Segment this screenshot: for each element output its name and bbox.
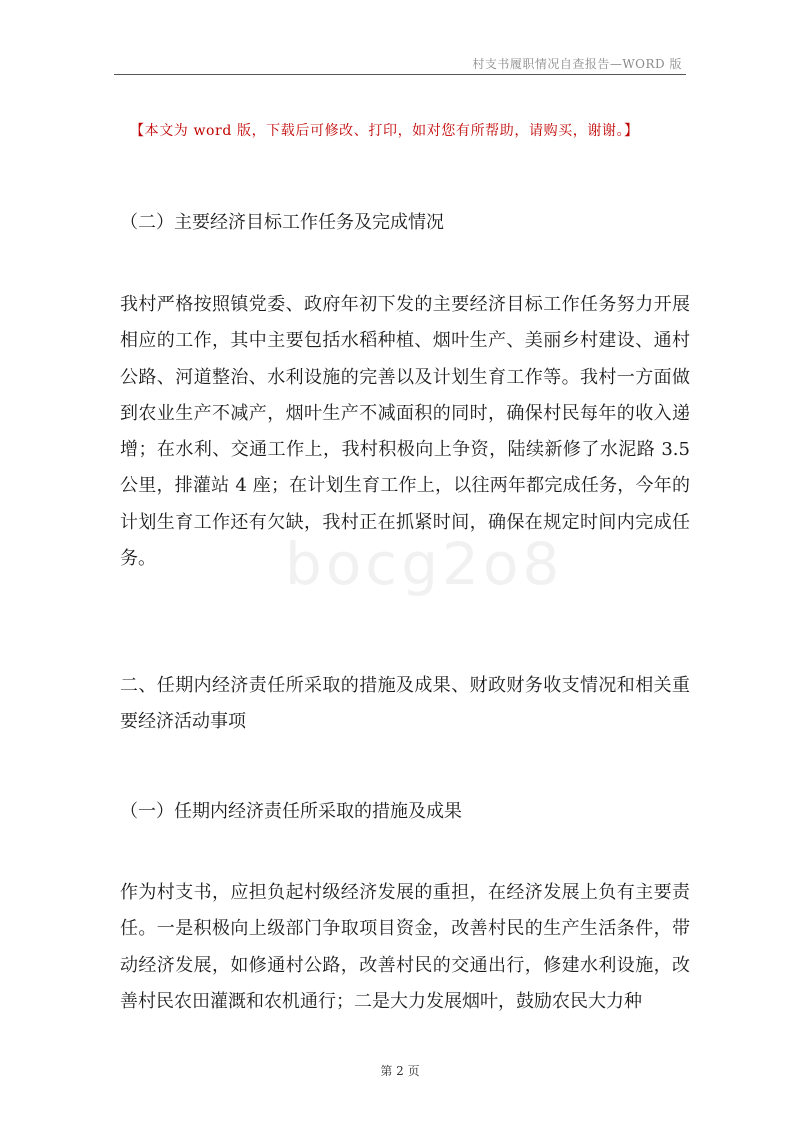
purchase-notice: 【本文为 word 版，下载后可修改、打印，如对您有所帮助，请购买，谢谢。】	[130, 123, 639, 139]
subheading-measures: （一）任期内经济责任所采取的措施及成果	[120, 801, 462, 822]
header-title: 村支书履职情况自查报告—WORD 版	[472, 57, 682, 71]
heading-section-two: 二、任期内经济责任所采取的措施及成果、财政财务收支情况和相关重要经济活动事项	[120, 675, 690, 733]
header-divider	[114, 74, 686, 75]
paragraph-measures: 作为村支书，应担负起村级经济发展的重担，在经济发展上负有主要责任。一是积极向上级部门争取项目资金，改善村民的生产生活条件，带动经济发展，如修通村公路，改善村民的交通出行，修建水利设施，改善村民农田灌溉和农机通行；二是大力发展烟叶，鼓励农民大力种	[120, 882, 690, 1012]
paragraph-economic-targets: 我村严格按照镇党委、政府年初下发的主要经济目标工作任务努力开展相应的工作，其中主要包括水稻种植、烟叶生产、美丽乡村建设、通村公路、河道整治、水利设施的完善以及计划生育工作等。我村一方面做到农业生产不减产，烟叶生产不减面积的同时，确保村民每年的收入递增；在水利、交通工作上，我村积极向上争资，陆续新修了水泥路 3.5 公里，排灌站 4 座；在计划生育工作上，以往两年都完成任务，今年的计划生育工作还有欠缺，我村正在抓紧时间，确保在规定时间内完成任务。	[120, 294, 690, 570]
subheading-economic-targets: （二）主要经济目标工作任务及完成情况	[120, 212, 444, 233]
page-number: 第 2 页	[380, 1064, 420, 1078]
watermark: bocg2o8	[285, 530, 564, 598]
